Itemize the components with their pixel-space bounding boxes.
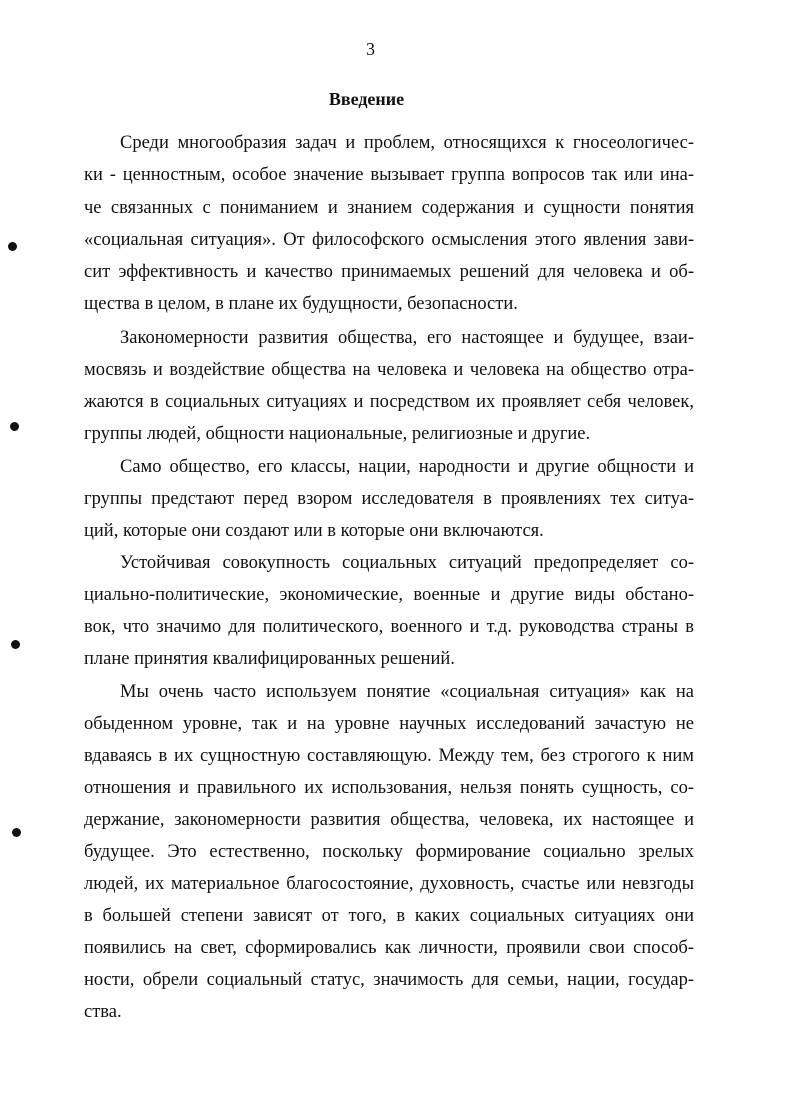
- punch-mark: [11, 640, 20, 649]
- text-line: людей, их материальное благосостояние, духовность, счастье или невзгоды: [84, 874, 694, 894]
- text-line: щества в целом, в плане их будущности, безопасности.: [84, 294, 518, 314]
- text-line: отношения и правильного их использования, нельзя понять сущность, со-: [84, 778, 694, 798]
- text-line: вдаваясь в их сущностную составляющую. Между тем, без строгого к ним: [84, 746, 694, 766]
- punch-mark: [10, 422, 19, 431]
- text-line: будущее. Это естественно, поскольку формирование социально зрелых: [84, 842, 694, 862]
- text-line: в большей степени зависят от того, в каких социальных ситуациях они: [84, 906, 694, 926]
- text-line: появились на свет, сформировались как личности, проявили свои способ-: [84, 938, 694, 958]
- text-line: жаются в социальных ситуациях и посредством их проявляет себя человек,: [84, 392, 694, 412]
- text-line: мосвязь и воздействие общества на человека и человека на общество отра-: [84, 360, 694, 380]
- text-line: циально-политические, экономические, военные и другие виды обстано-: [84, 585, 694, 605]
- text-line: ций, которые они создают или в которые они включаются.: [84, 521, 544, 541]
- text-line: плане принятия квалифицированных решений.: [84, 649, 455, 669]
- page-title: Введение: [328, 89, 405, 109]
- text-line: Устойчивая совокупность социальных ситуаций предопределяет со-: [120, 553, 694, 573]
- text-line: Закономерности развития общества, его настоящее и будущее, взаи-: [120, 328, 694, 348]
- text-line: Само общество, его классы, нации, народности и другие общности и: [120, 457, 694, 477]
- text-line: держание, закономерности развития общества, человека, их настоящее и: [84, 810, 694, 830]
- text-line: че связанных с пониманием и знанием содержания и сущности понятия: [84, 198, 694, 218]
- text-line: Среди многообразия задач и проблем, относящихся к гносеологичес-: [120, 133, 694, 153]
- text-line: сит эффективность и качество принимаемых решений для человека и об-: [84, 262, 694, 282]
- text-line: ки - ценностным, особое значение вызывает группа вопросов так или ина-: [84, 165, 694, 185]
- text-line: группы предстают перед взором исследователя в проявлениях тех ситуа-: [84, 489, 694, 509]
- text-line: ства.: [84, 1002, 122, 1022]
- text-line: «социальная ситуация». От философского осмысления этого явления зави-: [84, 230, 694, 250]
- text-line: вок, что значимо для политического, военного и т.д. руководства страны в: [84, 617, 694, 637]
- text-line: обыденном уровне, так и на уровне научных исследований зачастую не: [84, 714, 694, 734]
- text-line: Мы очень часто используем понятие «социальная ситуация» как на: [120, 682, 694, 702]
- text-line: группы людей, общности национальные, религиозные и другие.: [84, 424, 591, 444]
- page-number: 3: [366, 39, 375, 59]
- punch-mark: [8, 242, 17, 251]
- punch-mark: [12, 828, 21, 837]
- text-line: ности, обрели социальный статус, значимость для семьи, нации, государ-: [84, 970, 694, 990]
